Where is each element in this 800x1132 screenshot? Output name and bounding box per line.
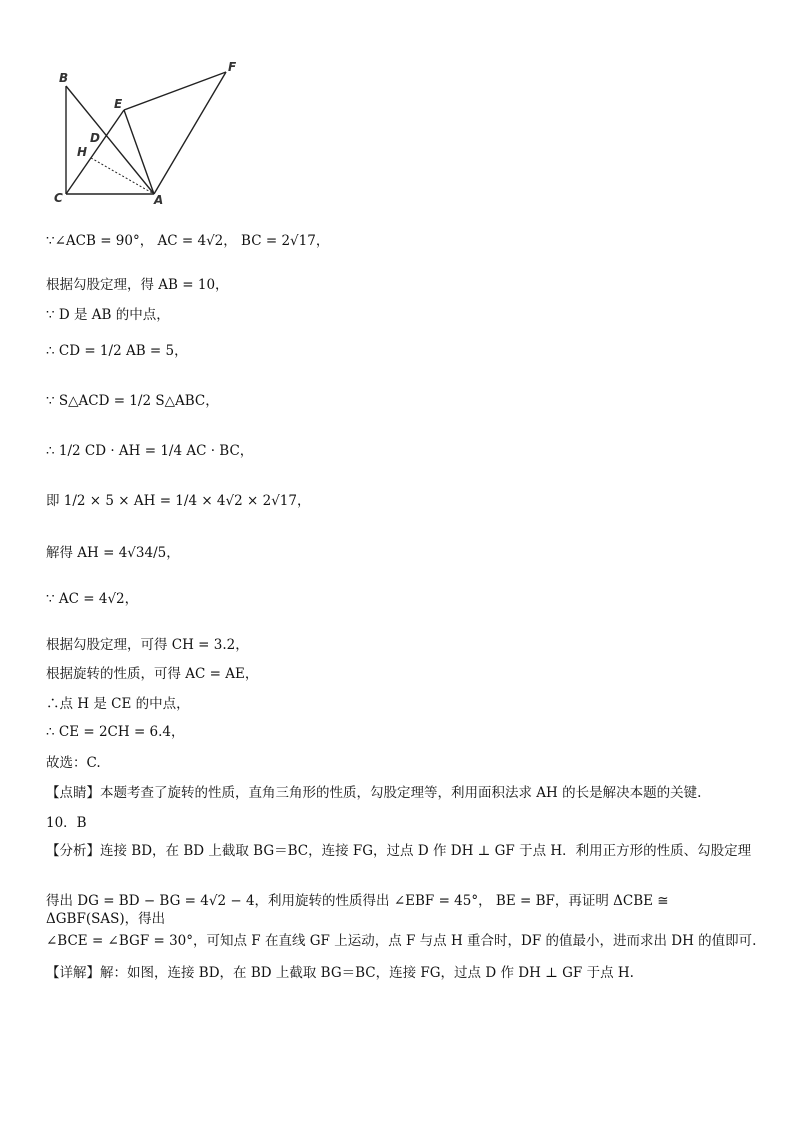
segment-HA-dashed: [91, 158, 154, 194]
label-D: D: [90, 131, 100, 145]
triangle-diagram: [44, 56, 274, 216]
solution-line: ∵∠ACB = 90°， AC = 4√2， BC = 2√17，: [46, 233, 330, 249]
question-number: 10．B: [46, 815, 87, 831]
solution-line: 即 1/2 × 5 × AH = 1/4 × 4√2 × 2√17，: [46, 493, 311, 509]
analysis-line: 【分析】连接 BD，在 BD 上截取 BG＝BC，连接 FG，过点 D 作 DH ⊥ GF 于点 H．利用正方形的性质、勾股定理: [46, 843, 752, 859]
solution-line: ∵ S△ACD = 1/2 S△ABC，: [46, 393, 219, 409]
solution-line: ∵ D 是 AB 的中点，: [46, 307, 170, 323]
segment-EA: [124, 110, 154, 194]
solution-line: 根据勾股定理，得 AB = 10，: [46, 277, 229, 293]
analysis-line: ∠BCE = ∠BGF = 30°，可知点 F 在直线 GF 上运动，点 F 与点 H 重合时，DF 的值最小，进而求出 DH 的值即可.: [46, 933, 757, 949]
solution-line: ∴ CD = 1/2 AB = 5，: [46, 343, 188, 359]
remark-line: 【点睛】本题考查了旋转的性质，直角三角形的性质，勾股定理等，利用面积法求 AH 的长是解决本题的关键.: [46, 785, 702, 801]
solution-line: ∴点 H 是 CE 的中点，: [46, 696, 190, 712]
solution-line: ∴ 1/2 CD · AH = 1/4 AC · BC，: [46, 443, 254, 459]
segment-EF: [124, 72, 226, 110]
solution-line: 解得 AH = 4√34/5，: [46, 545, 180, 561]
label-F: F: [228, 60, 237, 74]
label-C: C: [54, 191, 63, 205]
solution-line: ∴ CE = 2CH = 6.4，: [46, 724, 185, 740]
label-H: H: [77, 145, 88, 159]
solution-line: 故选：C.: [46, 755, 101, 771]
segment-BA: [66, 86, 154, 194]
label-B: B: [59, 71, 69, 85]
geometry-figure: [44, 56, 274, 216]
label-A: A: [154, 193, 164, 207]
solution-line: 根据勾股定理，可得 CH = 3.2，: [46, 637, 249, 653]
solution-line: 根据旋转的性质，可得 AC = AE，: [46, 666, 259, 682]
detail-line: 【详解】解：如图，连接 BD，在 BD 上截取 BG＝BC，连接 FG，过点 D 作 DH ⊥ GF 于点 H.: [46, 965, 634, 981]
segment-FA: [154, 72, 226, 194]
analysis-line: 得出 DG = BD − BG = 4√2 − 4，利用旋转的性质得出 ∠EBF = 45°， BE = BF，再证明 ΔCBE ≅ ΔGBF(SAS)，得出: [46, 893, 669, 927]
solution-line: ∵ AC = 4√2，: [46, 591, 139, 607]
label-E: E: [114, 97, 123, 111]
